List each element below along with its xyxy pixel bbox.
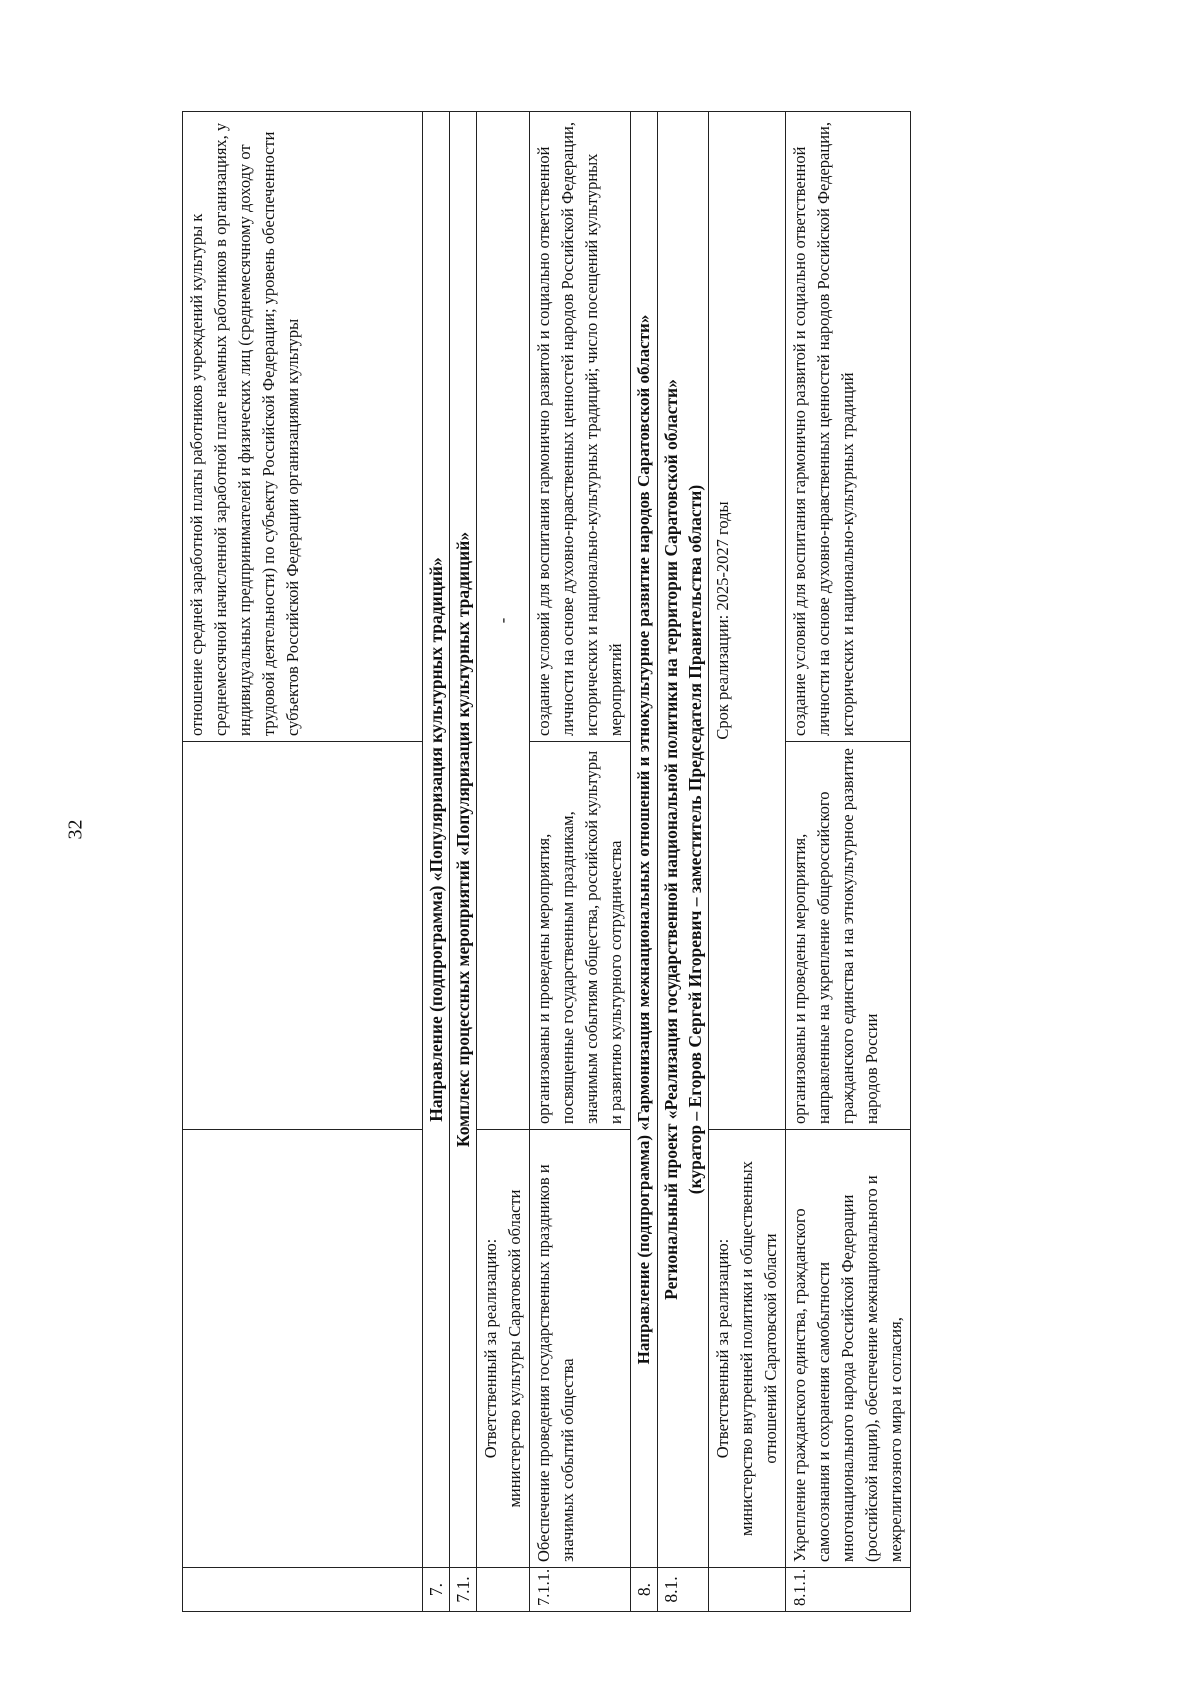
responsible-cell (477, 1130, 530, 1568)
responsible-org: министерство внутренней политики и общественных отношений Саратовской области (737, 1161, 780, 1536)
responsible-cell (709, 1130, 786, 1568)
term-cell: Срок реализации: 2025-2027 годы (709, 112, 786, 1130)
row-number: 7.1. (450, 1568, 477, 1612)
table-row (530, 112, 631, 1612)
row-number: 7. (423, 1568, 450, 1612)
complex-heading: Комплекс процессных мероприятий «Популяризация культурных традиций» (450, 112, 477, 1568)
task-cell (183, 1130, 423, 1568)
direction-heading: Направление (подпрограмма) «Гармонизация межнациональных отношений и этнокультурное развитие народов Саратовской области» (631, 112, 658, 1568)
task-cell: Укрепление гражданского единства, гражданского самосознания и сохранения самобытности многонационального народа Российской Федерации (российской нации), обеспечение межнационального и межрелигиозного мира и согласия, (786, 1130, 911, 1568)
responsible-label: Ответственный за реализацию: (481, 1238, 500, 1459)
direction-heading: Направление (подпрограмма) «Популяризация культурных традиций» (423, 112, 450, 1568)
row-number: 8. (631, 1568, 658, 1612)
project-heading (658, 112, 709, 1568)
table-row (450, 112, 477, 1612)
indicators-cell: отношение средней заработной платы работников учреждений культуры к среднемесячной начисленной заработной плате наемных работников в организациях, у индивидуальных предпринимателей и физических лиц (среднемесячному доходу от трудовой деятельности) по субъекту Российской Федерации; уровень обеспеченности субъектов Российской Федерации организациями культуры (183, 112, 423, 742)
rotated-table-container (182, 112, 905, 1612)
row-number: 8.1. (658, 1568, 709, 1612)
task-cell: Обеспечение проведения государственных праздников и значимых событий общества (530, 1130, 631, 1568)
num-cell (183, 1568, 423, 1612)
result-cell: организованы и проведены мероприятия, направленные на укрепление общероссийского гражданского единства и на этнокультурное развитие народов России (786, 742, 911, 1130)
table-row (658, 112, 709, 1612)
responsible-org: министерство культуры Саратовской области (505, 1189, 524, 1508)
num-cell (709, 1568, 786, 1612)
table-row (786, 112, 911, 1612)
indicators-cell: создание условий для воспитания гармонично развитой и социально ответственной личности на основе духовно-нравственных ценностей народов Российской Федерации, исторических и национально-культурных традиций (786, 112, 911, 742)
table-row (709, 112, 786, 1612)
num-cell (477, 1568, 530, 1612)
page-number: 32 (64, 819, 87, 840)
project-title: Региональный проект «Реализация государственной национальной политики на территории Саратовской области» (661, 379, 681, 1300)
row-number: 7.1.1. (530, 1568, 631, 1612)
table-row (423, 112, 450, 1612)
indicators-cell: создание условий для воспитания гармонично развитой и социально ответственной личности на основе духовно-нравственных ценностей народов Российской Федерации, исторических и национально-культурных традиций; число посещений культурных мероприятий (530, 112, 631, 742)
row-number: 8.1.1. (786, 1568, 911, 1612)
result-cell: организованы и проведены мероприятия, посвященные государственным праздникам, значимым событиям общества, российской культуры и развитию культурного сотрудничества (530, 742, 631, 1130)
project-curator: (куратор – Егоров Сергей Игоревич – заместитель Председателя Правительства области) (685, 484, 705, 1195)
table-row (631, 112, 658, 1612)
empty-term-cell: - (477, 112, 530, 1130)
program-table (182, 111, 911, 1612)
table-row (477, 112, 530, 1612)
result-cell (183, 742, 423, 1130)
table-row (183, 112, 423, 1612)
responsible-label: Ответственный за реализацию: (713, 1238, 732, 1459)
